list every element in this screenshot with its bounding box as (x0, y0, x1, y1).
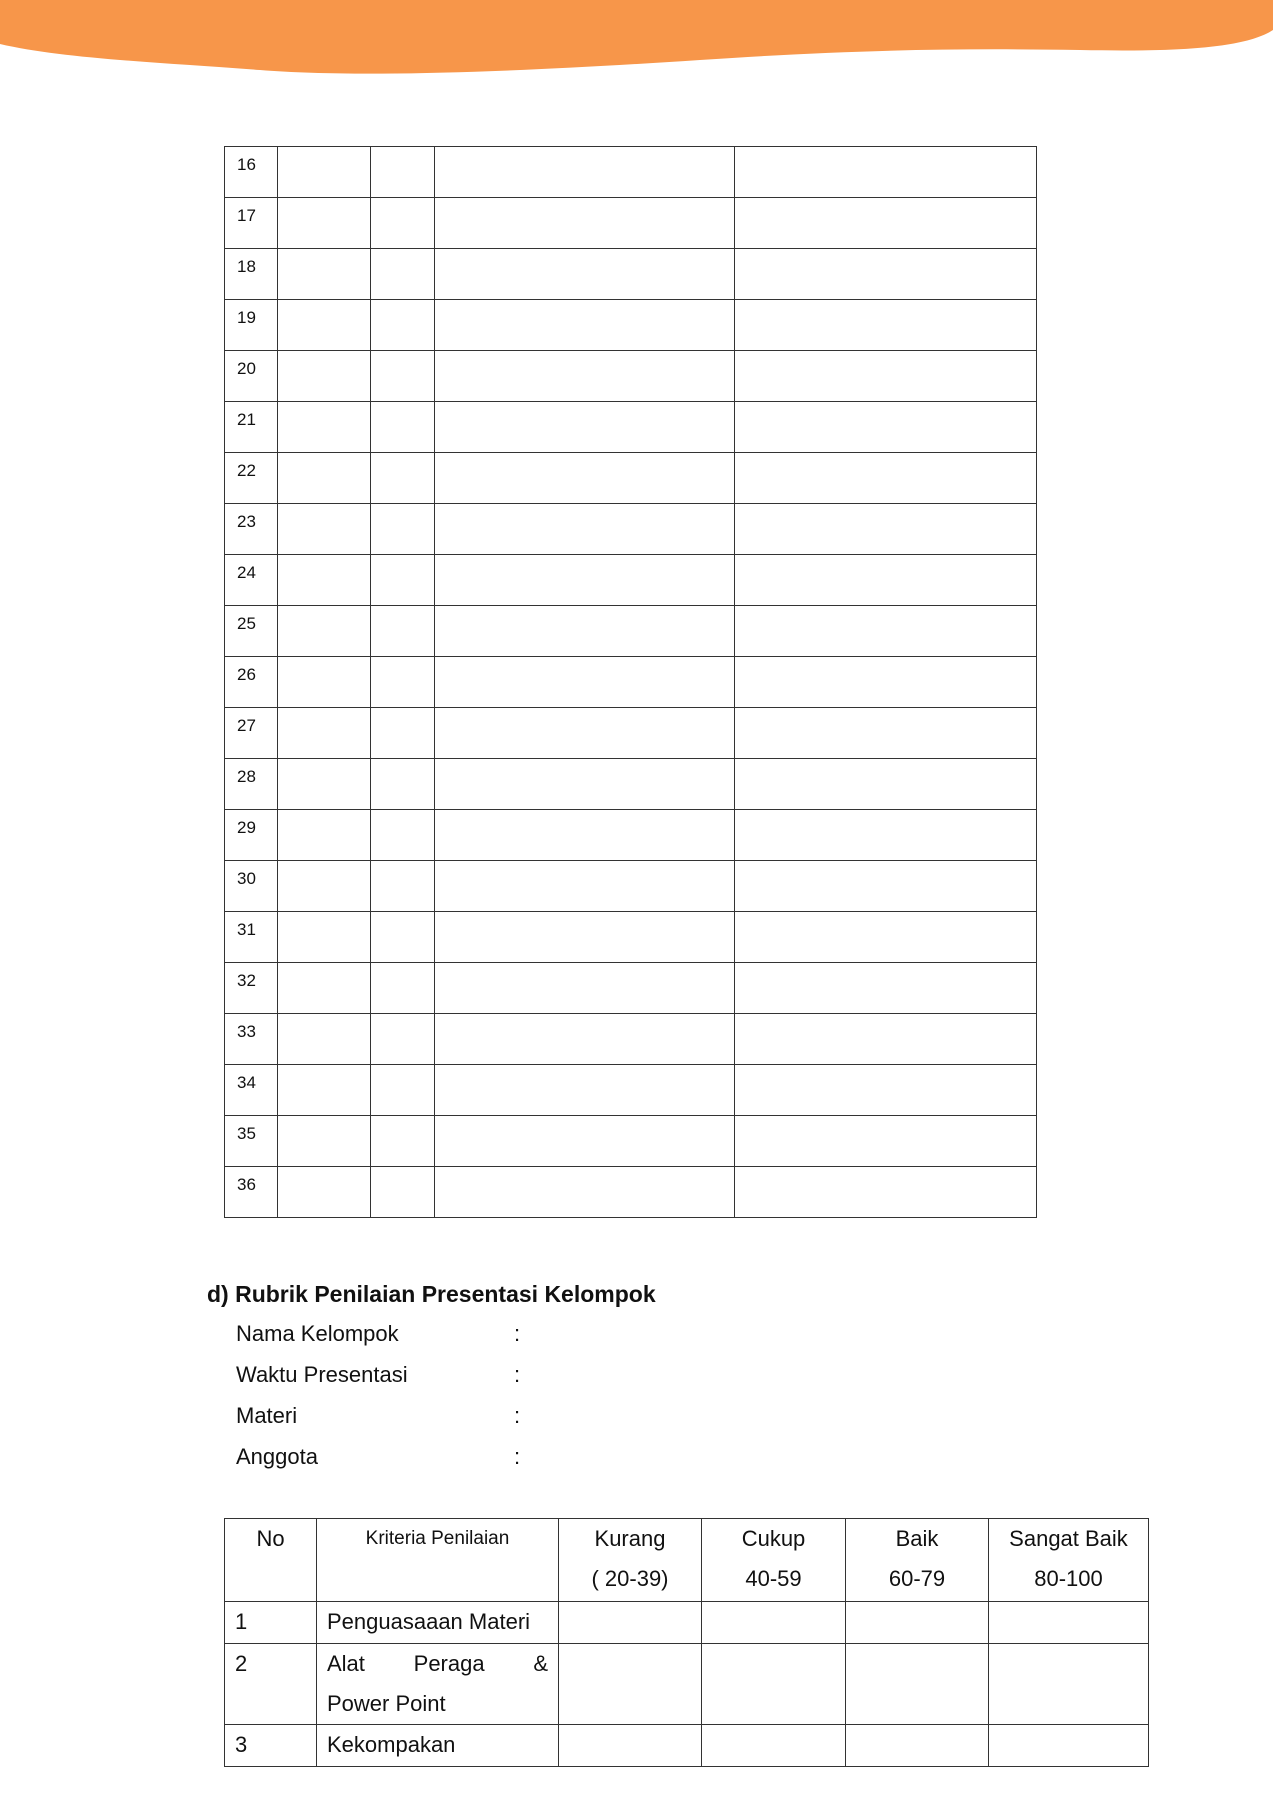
empty-cell[interactable] (371, 606, 435, 657)
header-text: Kurang (594, 1526, 666, 1551)
row-number: 31 (225, 912, 278, 963)
header-range: 40-59 (745, 1566, 802, 1591)
section-heading: d) Rubrik Penilaian Presentasi Kelompok (207, 1281, 656, 1307)
empty-cell[interactable] (278, 810, 371, 861)
orange-wave (0, 0, 1273, 74)
empty-cell[interactable] (435, 708, 735, 759)
score-table-row (225, 1167, 1037, 1218)
empty-cell[interactable] (435, 1065, 735, 1116)
empty-cell[interactable] (278, 912, 371, 963)
empty-cell[interactable] (278, 657, 371, 708)
empty-cell[interactable] (435, 1167, 735, 1218)
empty-cell[interactable] (278, 504, 371, 555)
score-table-row (225, 1116, 1037, 1167)
score-table-row (225, 300, 1037, 351)
row-number: 29 (225, 810, 278, 861)
header-text: Baik (895, 1526, 939, 1551)
score-table-row (225, 249, 1037, 300)
row-number: 20 (225, 351, 278, 402)
empty-cell[interactable] (278, 249, 371, 300)
empty-cell[interactable] (735, 810, 1037, 861)
score-table-row (225, 1014, 1037, 1065)
empty-cell[interactable] (278, 402, 371, 453)
empty-cell[interactable] (278, 1065, 371, 1116)
empty-cell[interactable] (278, 1116, 371, 1167)
header-text: Cukup (741, 1526, 806, 1551)
empty-cell[interactable] (371, 861, 435, 912)
criteria-word: Peraga (413, 1651, 485, 1676)
empty-cell[interactable] (735, 963, 1037, 1014)
rubric-header-row (225, 1519, 1149, 1602)
empty-cell[interactable] (278, 351, 371, 402)
empty-cell[interactable] (435, 249, 735, 300)
empty-cell[interactable] (371, 708, 435, 759)
empty-cell[interactable] (371, 504, 435, 555)
empty-cell[interactable] (435, 861, 735, 912)
row-number: 36 (225, 1167, 278, 1218)
header-wave-decoration (0, 0, 1273, 90)
empty-cell[interactable] (278, 1014, 371, 1065)
header-range: 60-79 (888, 1566, 946, 1591)
empty-cell[interactable] (435, 351, 735, 402)
score-cell[interactable] (846, 1602, 989, 1644)
empty-cell[interactable] (371, 198, 435, 249)
score-cell[interactable] (559, 1602, 702, 1644)
criteria-line2: Power Point (327, 1691, 446, 1716)
empty-cell[interactable] (735, 147, 1037, 198)
score-cell[interactable] (989, 1644, 1149, 1725)
score-table-row (225, 198, 1037, 249)
score-table-row (225, 606, 1037, 657)
empty-cell[interactable] (435, 300, 735, 351)
empty-cell[interactable] (735, 1014, 1037, 1065)
score-table-row (225, 708, 1037, 759)
empty-cell[interactable] (371, 1116, 435, 1167)
empty-cell[interactable] (278, 453, 371, 504)
empty-cell[interactable] (278, 198, 371, 249)
empty-cell[interactable] (735, 402, 1037, 453)
empty-cell[interactable] (735, 453, 1037, 504)
score-cell[interactable] (702, 1644, 846, 1725)
empty-cell[interactable] (278, 1167, 371, 1218)
score-table-row (225, 759, 1037, 810)
score-cell[interactable] (989, 1602, 1149, 1644)
header-sangat-baik (989, 1519, 1149, 1602)
header-cukup (702, 1519, 846, 1602)
empty-cell[interactable] (735, 708, 1037, 759)
empty-cell[interactable] (735, 912, 1037, 963)
empty-cell[interactable] (278, 708, 371, 759)
empty-cell[interactable] (278, 861, 371, 912)
empty-cell[interactable] (435, 453, 735, 504)
empty-cell[interactable] (735, 249, 1037, 300)
row-criteria: Kekompakan (317, 1725, 559, 1767)
empty-cell[interactable] (278, 300, 371, 351)
empty-cell[interactable] (735, 657, 1037, 708)
empty-cell[interactable] (435, 912, 735, 963)
row-number: 35 (225, 1116, 278, 1167)
score-table-row (225, 963, 1037, 1014)
score-cell[interactable] (989, 1725, 1149, 1767)
empty-cell[interactable] (371, 402, 435, 453)
score-table-row (225, 1065, 1037, 1116)
score-table-row (225, 351, 1037, 402)
score-table-row (225, 504, 1037, 555)
row-no: 2 (225, 1644, 317, 1725)
empty-cell[interactable] (278, 963, 371, 1014)
header-baik (846, 1519, 989, 1602)
header-kurang (559, 1519, 702, 1602)
row-number: 27 (225, 708, 278, 759)
empty-cell[interactable] (371, 1014, 435, 1065)
empty-cell[interactable] (371, 912, 435, 963)
score-table-row (225, 555, 1037, 606)
empty-cell[interactable] (735, 1116, 1037, 1167)
header-text: No (256, 1526, 285, 1551)
field-label-materi: Materi (236, 1403, 298, 1428)
empty-cell[interactable] (371, 147, 435, 198)
field-colon: : (514, 1444, 521, 1469)
empty-cell[interactable] (435, 147, 735, 198)
empty-cell[interactable] (435, 759, 735, 810)
rubric-row (225, 1644, 1149, 1725)
score-table-row (225, 810, 1037, 861)
empty-cell[interactable] (371, 657, 435, 708)
empty-cell[interactable] (735, 300, 1037, 351)
row-number: 24 (225, 555, 278, 606)
row-criteria: Penguasaaan Materi (317, 1602, 559, 1644)
empty-cell[interactable] (371, 1167, 435, 1218)
empty-cell[interactable] (278, 759, 371, 810)
field-label-waktu-presentasi: Waktu Presentasi (236, 1362, 408, 1387)
empty-cell[interactable] (435, 1116, 735, 1167)
row-number: 33 (225, 1014, 278, 1065)
empty-cell[interactable] (371, 351, 435, 402)
score-cell[interactable] (846, 1725, 989, 1767)
empty-cell[interactable] (735, 1065, 1037, 1116)
score-cell[interactable] (702, 1725, 846, 1767)
empty-cell[interactable] (735, 1167, 1037, 1218)
criteria-line1 (327, 1644, 548, 1684)
empty-cell[interactable] (435, 555, 735, 606)
row-criteria (317, 1644, 559, 1725)
row-number: 26 (225, 657, 278, 708)
header-text: Kriteria Penilaian (365, 1528, 510, 1549)
score-table (224, 146, 1037, 1218)
row-number: 32 (225, 963, 278, 1014)
field-colon: : (514, 1321, 521, 1346)
empty-cell[interactable] (735, 351, 1037, 402)
empty-cell[interactable] (435, 402, 735, 453)
row-number: 28 (225, 759, 278, 810)
empty-cell[interactable] (371, 300, 435, 351)
score-cell[interactable] (559, 1644, 702, 1725)
empty-cell[interactable] (278, 555, 371, 606)
empty-cell[interactable] (435, 657, 735, 708)
rubric-table (224, 1518, 1149, 1767)
score-table-row (225, 912, 1037, 963)
header-range: 80-100 (1034, 1566, 1103, 1591)
score-table-row (225, 147, 1037, 198)
row-number: 23 (225, 504, 278, 555)
rubric-row (225, 1725, 1149, 1767)
empty-cell[interactable] (435, 1014, 735, 1065)
header-no (225, 1519, 317, 1602)
row-number: 34 (225, 1065, 278, 1116)
empty-cell[interactable] (371, 963, 435, 1014)
score-cell[interactable] (559, 1725, 702, 1767)
row-no: 1 (225, 1602, 317, 1644)
header-range: ( 20-39) (591, 1566, 669, 1591)
score-table-row (225, 453, 1037, 504)
row-number: 18 (225, 249, 278, 300)
score-cell[interactable] (702, 1602, 846, 1644)
row-number: 22 (225, 453, 278, 504)
criteria-word: & (533, 1651, 548, 1676)
empty-cell[interactable] (435, 963, 735, 1014)
row-number: 19 (225, 300, 278, 351)
row-no: 3 (225, 1725, 317, 1767)
empty-cell[interactable] (371, 453, 435, 504)
header-kriteria (317, 1519, 559, 1602)
empty-cell[interactable] (278, 147, 371, 198)
empty-cell[interactable] (371, 1065, 435, 1116)
header-text: Sangat Baik (1009, 1526, 1128, 1551)
empty-cell[interactable] (371, 249, 435, 300)
empty-cell[interactable] (735, 759, 1037, 810)
empty-cell[interactable] (435, 198, 735, 249)
score-table-row (225, 861, 1037, 912)
row-number: 30 (225, 861, 278, 912)
empty-cell[interactable] (371, 810, 435, 861)
score-cell[interactable] (846, 1644, 989, 1725)
empty-cell[interactable] (735, 504, 1037, 555)
empty-cell[interactable] (735, 861, 1037, 912)
empty-cell[interactable] (278, 606, 371, 657)
empty-cell[interactable] (435, 504, 735, 555)
row-number: 16 (225, 147, 278, 198)
row-number: 25 (225, 606, 278, 657)
field-colon: : (514, 1403, 521, 1428)
empty-cell[interactable] (435, 606, 735, 657)
empty-cell[interactable] (735, 606, 1037, 657)
rubric-row (225, 1602, 1149, 1644)
field-colon: : (514, 1362, 521, 1387)
empty-cell[interactable] (435, 810, 735, 861)
empty-cell[interactable] (371, 759, 435, 810)
row-number: 21 (225, 402, 278, 453)
empty-cell[interactable] (735, 198, 1037, 249)
empty-cell[interactable] (735, 555, 1037, 606)
score-table-row (225, 402, 1037, 453)
field-label-nama-kelompok: Nama Kelompok (236, 1321, 399, 1346)
criteria-word: Alat (327, 1651, 365, 1676)
empty-cell[interactable] (371, 555, 435, 606)
field-label-anggota: Anggota (236, 1444, 318, 1469)
row-number: 17 (225, 198, 278, 249)
score-table-row (225, 657, 1037, 708)
